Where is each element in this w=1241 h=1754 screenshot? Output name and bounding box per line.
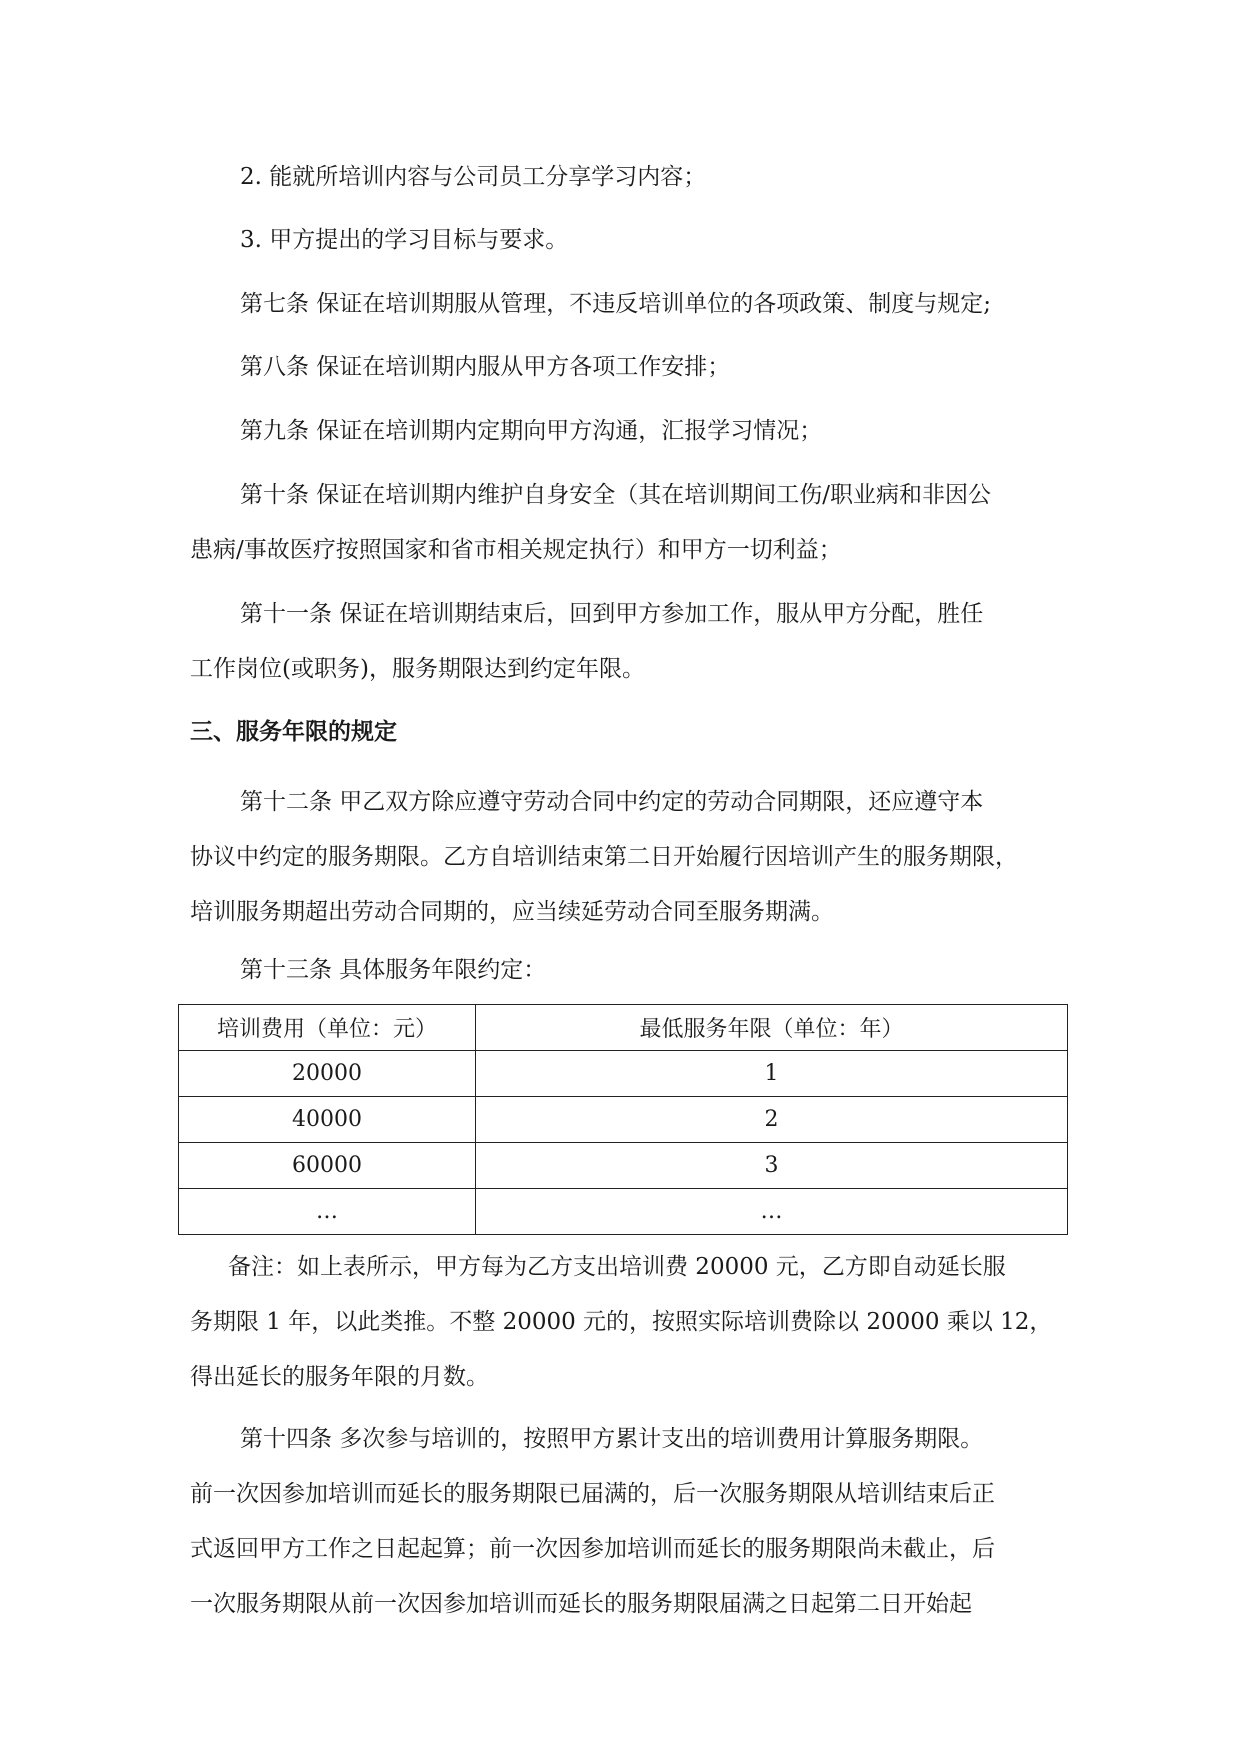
list-item-3: 3. 甲方提出的学习目标与要求。 xyxy=(240,227,569,253)
cost-cell: 40000 xyxy=(179,1097,476,1143)
years-cell: 2 xyxy=(476,1097,1068,1143)
table-header-row xyxy=(179,1005,1068,1051)
article-13: 第十三条 具体服务年限约定： xyxy=(240,957,547,983)
article-10-line-1: 第十条 保证在培训期内维护自身安全（其在培训期间工伤/职业病和非因公 xyxy=(240,482,992,508)
article-7: 第七条 保证在培训期服从管理，不违反培训单位的各项政策、制度与规定; xyxy=(240,291,992,317)
article-11-line-1: 第十一条 保证在培训期结束后，回到甲方参加工作，服从甲方分配，胜任 xyxy=(240,601,984,627)
article-9: 第九条 保证在培训期内定期向甲方沟通，汇报学习情况； xyxy=(240,418,823,444)
header-min-service-years: 最低服务年限（单位：年） xyxy=(476,1005,1068,1051)
cost-cell: … xyxy=(179,1189,476,1235)
table-row xyxy=(179,1051,1068,1097)
note-line-2: 务期限 1 年，以此类推。不整 20000 元的，按照实际培训费除以 20000 乘以 12， xyxy=(190,1309,1053,1335)
article-14-line-1: 第十四条 多次参与培训的，按照甲方累计支出的培训费用计算服务期限。 xyxy=(240,1426,984,1452)
article-11-line-2: 工作岗位(或职务)，服务期限达到约定年限。 xyxy=(190,656,645,682)
article-14-line-4: 一次服务期限从前一次因参加培训而延长的服务期限届满之日起第二日开始起 xyxy=(190,1591,972,1617)
article-12-line-1: 第十二条 甲乙双方除应遵守劳动合同中约定的劳动合同期限，还应遵守本 xyxy=(240,789,984,815)
years-cell: … xyxy=(476,1189,1068,1235)
section-heading: 三、服务年限的规定 xyxy=(190,719,397,745)
table-row xyxy=(179,1097,1068,1143)
table-row xyxy=(179,1143,1068,1189)
article-14-line-2: 前一次因参加培训而延长的服务期限已届满的，后一次服务期限从培训结束后正 xyxy=(190,1481,995,1507)
article-12-line-3: 培训服务期超出劳动合同期的，应当续延劳动合同至服务期满。 xyxy=(190,899,834,925)
list-item-2: 2. 能就所培训内容与公司员工分享学习内容； xyxy=(240,164,707,190)
years-cell: 3 xyxy=(476,1143,1068,1189)
note-line-1: 备注：如上表所示，甲方每为乙方支出培训费 20000 元，乙方即自动延长服 xyxy=(228,1254,1006,1280)
article-14-line-3: 式返回甲方工作之日起起算；前一次因参加培训而延长的服务期限尚未截止，后 xyxy=(190,1536,995,1562)
note-line-3: 得出延长的服务年限的月数。 xyxy=(190,1364,489,1390)
years-cell: 1 xyxy=(476,1051,1068,1097)
cost-cell: 60000 xyxy=(179,1143,476,1189)
cost-cell: 20000 xyxy=(179,1051,476,1097)
article-12-line-2: 协议中约定的服务期限。乙方自培训结束第二日开始履行因培训产生的服务期限， xyxy=(190,844,1018,870)
article-8: 第八条 保证在培训期内服从甲方各项工作安排； xyxy=(240,354,731,380)
article-10-line-2: 患病/事故医疗按照国家和省市相关规定执行）和甲方一切利益； xyxy=(190,537,842,563)
header-training-cost: 培训费用（单位：元） xyxy=(179,1005,476,1051)
service-term-table xyxy=(178,1004,1068,1235)
table-row xyxy=(179,1189,1068,1235)
